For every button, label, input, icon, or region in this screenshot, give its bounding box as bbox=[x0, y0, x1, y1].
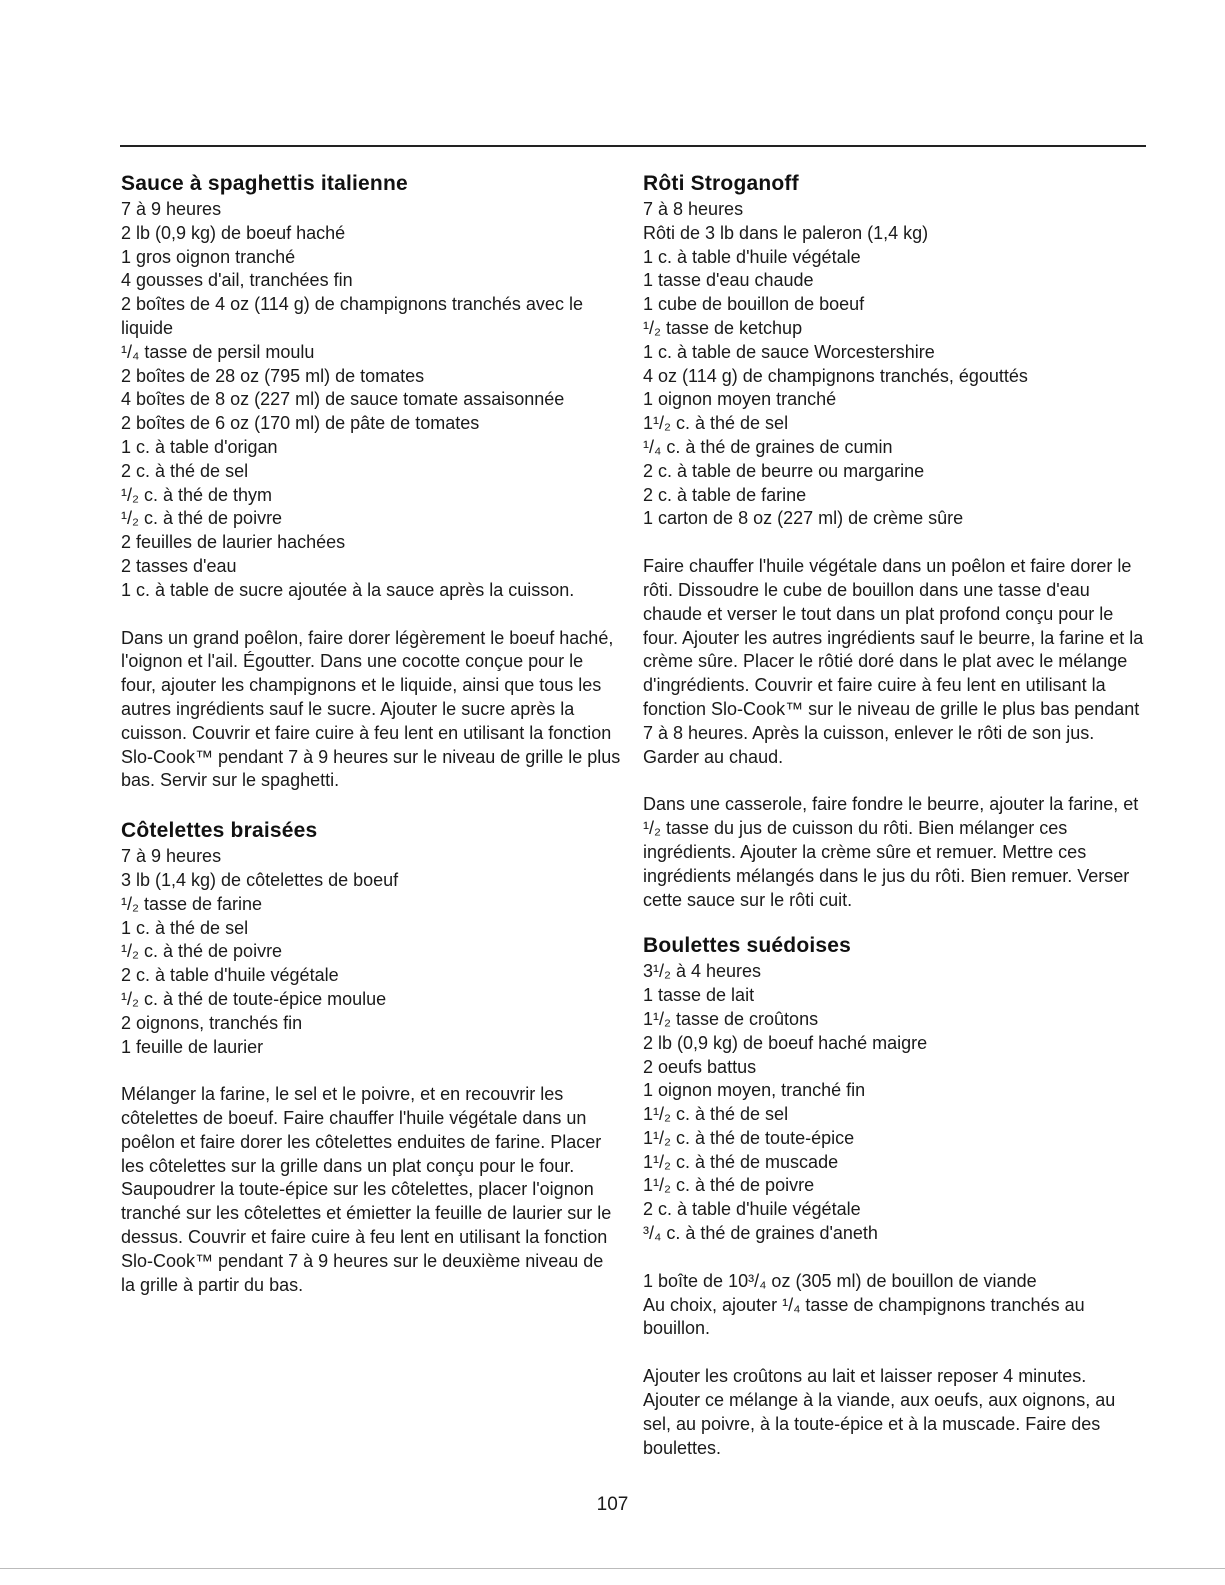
ingredient-line: 1 feuille de laurier bbox=[121, 1036, 264, 1057]
recipe-title: Côtelettes braisées bbox=[121, 819, 318, 843]
ingredient-line: 1¹/₂ c. à thé de muscade bbox=[643, 1151, 839, 1172]
ingredient-line: 2 c. à table d'huile végétale bbox=[121, 965, 339, 986]
ingredient-line: 4 boîtes de 8 oz (227 ml) de sauce tomate assaisonnée bbox=[121, 389, 565, 410]
ingredient-line: 4 gousses d'ail, tranchées fin bbox=[121, 270, 353, 291]
ingredient-line: 1 c. à table de sauce Worcestershire bbox=[643, 341, 935, 362]
ingredient-list bbox=[121, 845, 621, 1059]
ingredient-line: 1 c. à thé de sel bbox=[121, 917, 249, 938]
ingredient-line: 7 à 9 heures bbox=[121, 199, 222, 219]
ingredient-line: 1 carton de 8 oz (227 ml) de crème sûre bbox=[643, 508, 964, 529]
ingredient-line: 7 à 9 heures bbox=[121, 846, 222, 867]
instructions: Faire chauffer l'huile végétale dans un poêlon et faire dorer le rôti. Dissoudre le cube de bouillon dans une tasse d'eau chaude et verser le tout dans un plat profond conçu pour le four. Ajouter les autres ingrédients sauf le beurre, la farine et la crème sûre. Placer le rôtié doré dans le plat avec le mélange d'ingrédients. Couvrir et faire cuire à feu lent en utilisant la fonction Slo-Cook™ sur le niveau de grille le plus bas pendant 7 à 8 heures. Après la cuisson, enlever le rôti de son jus. Garder au chaud. bbox=[643, 556, 1144, 767]
ingredient-line: 2 c. à table de farine bbox=[643, 484, 807, 505]
ingredient-line: 1¹/₂ c. à thé de sel bbox=[643, 1104, 789, 1125]
ingredient-line: 2 c. à table de beurre ou margarine bbox=[643, 460, 925, 481]
ingredient-line: 1 boîte de 10³/₄ oz (305 ml) de bouillon de viande bbox=[643, 1270, 1037, 1291]
recipe-spaghetti bbox=[121, 170, 621, 793]
ingredient-line: ¹/₂ c. à thé de poivre bbox=[121, 941, 283, 962]
recipe-cotelettes bbox=[121, 817, 621, 1297]
ingredient-list bbox=[643, 198, 1145, 531]
ingredient-line: liquide bbox=[121, 317, 174, 338]
ingredient-line: 2 tasses d'eau bbox=[121, 555, 237, 576]
ingredient-line: ¹/₂ tasse de farine bbox=[121, 893, 263, 914]
left-column bbox=[121, 170, 621, 1297]
ingredient-line: 1 gros oignon tranché bbox=[121, 246, 296, 267]
ingredient-line: 1 tasse d'eau chaude bbox=[643, 270, 814, 291]
ingredient-line: 2 oignons, tranchés fin bbox=[121, 1012, 303, 1033]
bottom-rule bbox=[0, 1568, 1225, 1569]
ingredient-line: ³/₄ c. à thé de graines d'aneth bbox=[643, 1223, 878, 1244]
ingredient-line: 1¹/₂ c. à thé de toute-épice bbox=[643, 1127, 855, 1148]
ingredient-line: 2 boîtes de 6 oz (170 ml) de pâte de tomates bbox=[121, 413, 480, 434]
ingredient-line: 1 cube de bouillon de boeuf bbox=[643, 294, 865, 315]
ingredient-line: 2 lb (0,9 kg) de boeuf haché bbox=[121, 222, 346, 243]
ingredient-line: 4 oz (114 g) de champignons tranchés, égouttés bbox=[643, 365, 1028, 386]
ingredient-line: ¹/₄ tasse de persil moulu bbox=[121, 341, 315, 362]
recipe-boulettes bbox=[643, 932, 1145, 1460]
recipe-stroganoff bbox=[643, 170, 1145, 912]
ingredient-line: 2 boîtes de 28 oz (795 ml) de tomates bbox=[121, 365, 425, 386]
ingredient-line: 1¹/₂ c. à thé de poivre bbox=[643, 1175, 815, 1196]
optional-note: Au choix, ajouter ¹/₄ tasse de champignons tranchés au bouillon. bbox=[643, 1294, 1085, 1339]
ingredient-line: ¹/₂ c. à thé de poivre bbox=[121, 508, 283, 529]
ingredient-line: Rôti de 3 lb dans le paleron (1,4 kg) bbox=[643, 222, 929, 243]
ingredient-line: 1 c. à table d'huile végétale bbox=[643, 246, 861, 267]
instructions: Mélanger la farine, le sel et le poivre, et en recouvrir les côtelettes de boeuf. Faire chauffer l'huile végétale dans un poêlon et faire dorer les côtelettes enduites de farine. Placer les côtelettes sur la grille dans un plat conçu pour le four. Saupoudrer la toute-épice sur les côtelettes, placer l'oignon tranché sur les côtelettes et émietter la feuille de laurier sur le dessus. Couvrir et faire cuire à feu lent en utilisant la fonction Slo-Cook™ pendant 7 à 9 heures sur le deuxième niveau de la grille à partir du bas. bbox=[121, 1084, 612, 1295]
instructions-sauce: Dans une casserole, faire fondre le beurre, ajouter la farine, et ¹/₂ tasse du jus de cuisson du rôti. Bien mélanger ces ingrédients. Ajouter la crème sûre et remuer. Mettre ces ingrédients mélangés dans le jus du rôti. Bien remuer. Verser cette sauce sur le rôti cuit. bbox=[643, 794, 1139, 910]
ingredient-line: 3 lb (1,4 kg) de côtelettes de boeuf bbox=[121, 869, 399, 890]
page-number: 107 bbox=[596, 1494, 629, 1515]
ingredient-line: 1 oignon moyen, tranché fin bbox=[643, 1080, 866, 1101]
ingredient-line: 1¹/₂ c. à thé de sel bbox=[643, 413, 789, 434]
ingredient-line: 3¹/₂ à 4 heures bbox=[643, 961, 762, 982]
ingredient-line: 2 boîtes de 4 oz (114 g) de champignons tranchés avec le bbox=[121, 294, 583, 315]
recipe-title: Rôti Stroganoff bbox=[643, 172, 799, 195]
ingredient-line: 2 c. à table d'huile végétale bbox=[643, 1199, 861, 1220]
ingredient-line: 2 feuilles de laurier hachées bbox=[121, 532, 346, 553]
ingredient-list bbox=[121, 198, 621, 603]
ingredient-line: 1 oignon moyen tranché bbox=[643, 389, 837, 410]
ingredient-line: 7 à 8 heures bbox=[643, 199, 744, 219]
ingredient-line: ¹/₂ c. à thé de thym bbox=[121, 484, 273, 505]
right-column bbox=[643, 170, 1145, 1460]
ingredient-line: 1 c. à table de sucre ajoutée à la sauce après la cuisson. bbox=[121, 579, 575, 600]
ingredient-line: ¹/₂ tasse de ketchup bbox=[643, 317, 803, 338]
ingredient-line: 1 c. à table d'origan bbox=[121, 436, 278, 457]
ingredient-line: 1¹/₂ tasse de croûtons bbox=[643, 1008, 819, 1029]
ingredient-line: ¹/₂ c. à thé de toute-épice moulue bbox=[121, 988, 387, 1009]
recipe-title: Sauce à spaghettis italienne bbox=[121, 172, 408, 195]
top-rule bbox=[120, 145, 1146, 147]
instructions: Ajouter les croûtons au lait et laisser reposer 4 minutes. Ajouter ce mélange à la viande, aux oeufs, aux oignons, au sel, au poivre, à la toute-épice et à la muscade. Faire des boulettes. bbox=[643, 1366, 1116, 1458]
ingredient-line: 1 tasse de lait bbox=[643, 985, 755, 1006]
ingredient-line: 2 c. à thé de sel bbox=[121, 460, 249, 481]
ingredient-line: ¹/₄ c. à thé de graines de cumin bbox=[643, 436, 893, 457]
ingredient-list bbox=[643, 960, 1145, 1246]
ingredient-line: 2 lb (0,9 kg) de boeuf haché maigre bbox=[643, 1032, 928, 1053]
ingredient-line: 2 oeufs battus bbox=[643, 1056, 757, 1077]
recipe-title: Boulettes suédoises bbox=[643, 934, 852, 958]
instructions: Dans un grand poêlon, faire dorer légèrement le boeuf haché, l'oignon et l'ail. Égoutter. Dans une cocotte conçue pour le four, ajouter les champignons et le liquide, ainsi que tous les autres ingrédients sauf le sucre. Ajouter le sucre après la cuisson. Couvrir et faire cuire à feu lent en utilisant la fonction Slo-Cook™ pendant 7 à 9 heures sur le niveau de grille le plus bas. Servir sur le spaghetti. bbox=[121, 627, 621, 791]
